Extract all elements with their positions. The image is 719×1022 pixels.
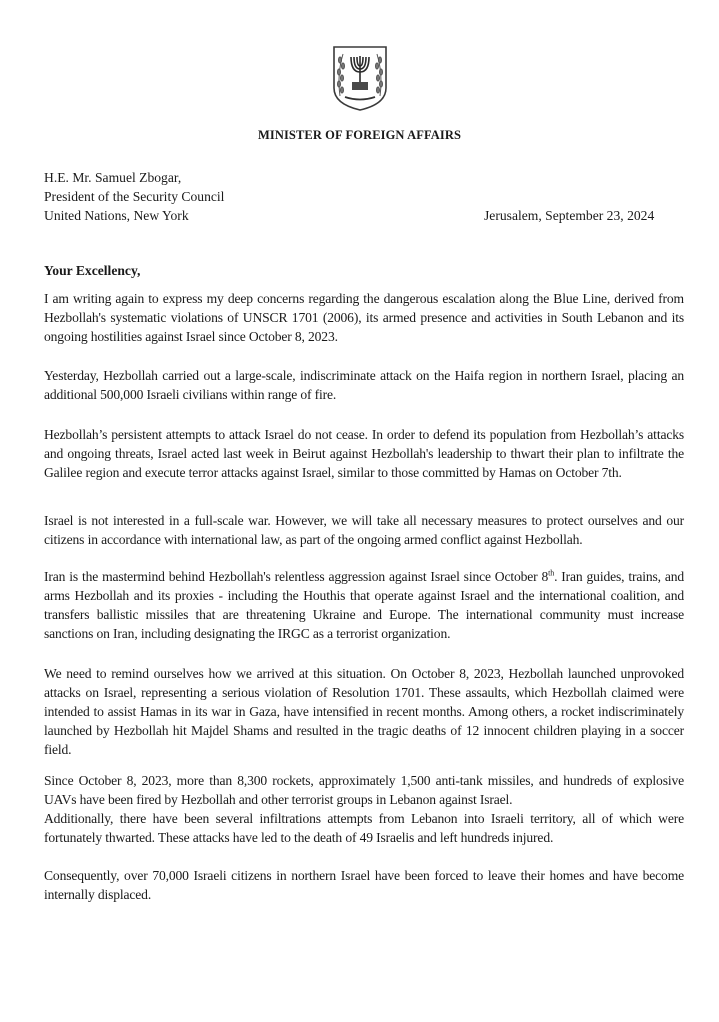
menorah-emblem-icon — [331, 44, 389, 112]
ministry-title: MINISTER OF FOREIGN AFFAIRS — [257, 128, 462, 142]
paragraph-6 — [44, 664, 684, 759]
ordinal-superscript: th — [548, 568, 555, 578]
paragraph-5-text: Iran is the mastermind behind Hezbollah's relentless aggression against Israel since October 8th. Iran guides, trains, and arms Hezbollah and its proxies - including the Houthis that operate against Israel and the international coalition, and transfers ballistic missiles that are threatening Ukraine and Europe. The international community must increase sanctions on Iran, including designating the IRGC as a terrorist organization. — [44, 568, 685, 641]
paragraph-5 — [44, 567, 684, 643]
paragraph-3-text: Hezbollah’s persistent attempts to attack Israel do not cease. In order to defend its population from Hezbollah’s attacks and ongoing threats, Israel acted last week in Beirut against Hezbollah's leadership to thwart their plan to infiltrate the Galilee region and execute terror attacks against Israel, similar to those committed by Hamas on October 7th. — [44, 427, 684, 480]
paragraph-2 — [44, 366, 684, 404]
paragraph-8-text: Consequently, over 70,000 Israeli citizens in northern Israel have been forced to leave their homes and have become internally displaced. — [44, 868, 684, 902]
paragraph-7-text-b: Additionally, there have been several infiltrations attempts from Lebanon into Israeli territory, all of which were fortunately thwarted. These attacks have led to the death of 49 Israelis and left hundreds injured. — [44, 811, 684, 845]
paragraph-2-text: Yesterday, Hezbollah carried out a large-scale, indiscriminate attack on the Haifa region in northern Israel, placing an additional 500,000 Israeli civilians within range of fire. — [44, 368, 684, 402]
addressee-title: President of the Security Council — [44, 189, 225, 204]
addressee-location: United Nations, New York — [44, 208, 189, 223]
salutation: Your Excellency, — [44, 263, 141, 278]
paragraph-3 — [44, 425, 684, 482]
paragraph-1 — [44, 289, 684, 346]
paragraph-7 — [44, 771, 684, 847]
date-line: Jerusalem, September 23, 2024 — [484, 208, 655, 223]
paragraph-4-text: Israel is not interested in a full-scale war. However, we will take all necessary measures to protect ourselves and our citizens in accordance with international law, as part of the ongoing armed conflict against Hezbollah. — [44, 513, 684, 547]
paragraph-6-text: We need to remind ourselves how we arrived at this situation. On October 8, 2023, Hezbollah launched unprovoked attacks on Israel, representing a serious violation of Resolution 1701. These assaults, which Hezbollah claimed were intended to assist Hamas in its war in Gaza, have intensified in recent months. Among others, a rocket indiscriminately launched by Hezbollah hit Majdel Shams and resulted in the tragic deaths of 12 innocent children playing in a soccer field. — [44, 666, 684, 757]
paragraph-1-text: I am writing again to express my deep concerns regarding the dangerous escalation along the Blue Line, derived from Hezbollah's systematic violations of UNSCR 1701 (2006), its armed presence and activities in South Lebanon and its ongoing hostilities against Israel since October 8, 2023. — [44, 291, 684, 344]
addressee-block — [44, 168, 224, 225]
addressee-name: H.E. Mr. Samuel Zbogar, — [44, 170, 182, 185]
paragraph-8 — [44, 866, 684, 904]
paragraph-4 — [44, 511, 684, 549]
paragraph-7-text-a: Since October 8, 2023, more than 8,300 rockets, approximately 1,500 anti-tank missiles, and hundreds of explosive UAVs have been fired by Hezbollah and other terrorist groups in Lebanon against Israel. — [44, 773, 684, 807]
